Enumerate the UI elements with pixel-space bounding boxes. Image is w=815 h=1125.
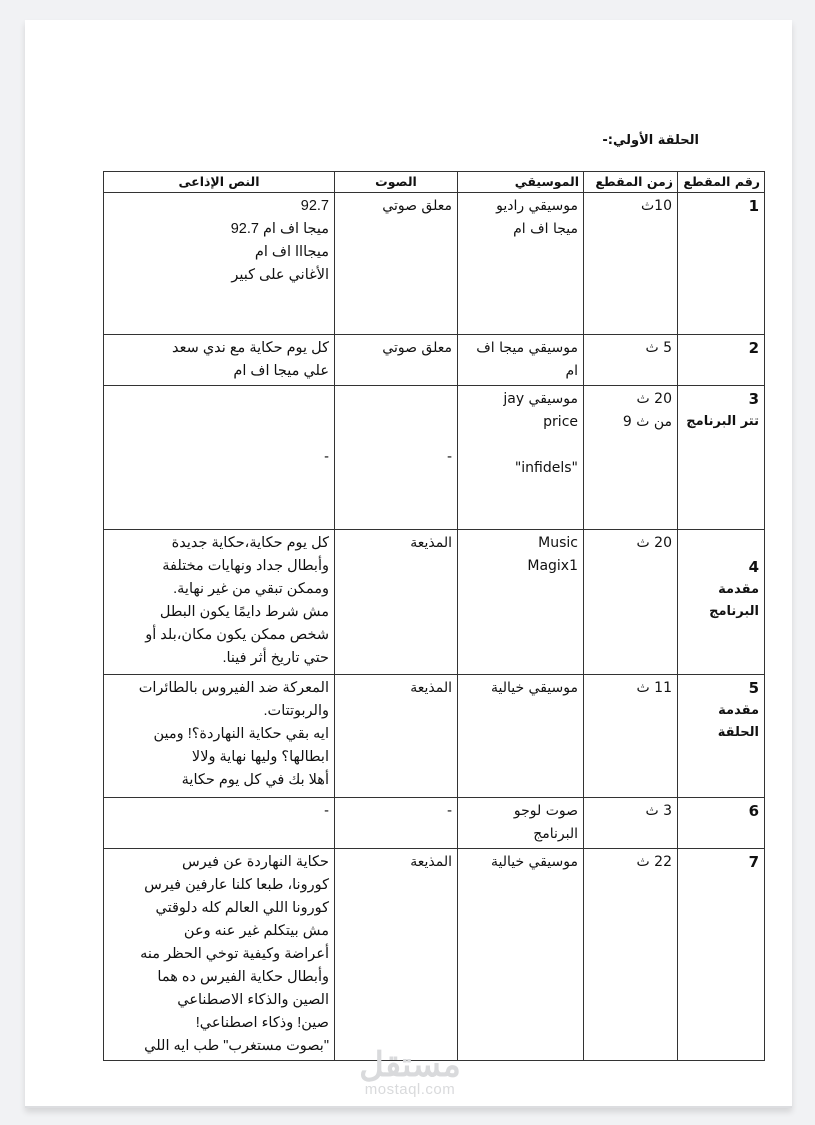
- table-row: [104, 675, 765, 798]
- voice-value: المذيعة: [410, 680, 452, 696]
- table-row: [104, 530, 765, 675]
- broadcast-text-line: كل يوم حكاية مع ندي سعد: [172, 340, 329, 356]
- segment-number: 4: [748, 558, 759, 576]
- broadcast-text-line: "بصوت مستغرب" طب ايه اللي: [144, 1038, 329, 1054]
- segment-number-cell: [678, 798, 765, 849]
- broadcast-text-line: وأبطال جداد ونهايات مختلفة: [162, 558, 329, 574]
- music-line: موسيقي خيالية: [490, 854, 578, 870]
- segment-time-line: من ث 9: [622, 414, 672, 430]
- broadcast-text-cell: [104, 386, 335, 530]
- header-broadcast-text: النص الإذاعى: [104, 172, 335, 193]
- segment-number: 3: [748, 390, 759, 408]
- segment-time-cell: [584, 530, 678, 675]
- music-line: Music: [538, 535, 578, 551]
- segment-number-cell: [678, 386, 765, 530]
- header-segment-time: زمن المقطع: [584, 172, 678, 193]
- segment-number-cell: [678, 849, 765, 1061]
- segment-label: مقدمة الحلقة: [717, 703, 759, 740]
- broadcast-text-line: الأغاني على كبير: [231, 267, 329, 283]
- broadcast-text-cell: [104, 335, 335, 386]
- broadcast-text-line: -: [324, 449, 329, 465]
- segment-time-line: 11 ث: [636, 680, 672, 696]
- segment-number-cell: [678, 530, 765, 675]
- segment-time-line: 22 ث: [636, 854, 672, 870]
- broadcast-text-line: ميجا اف ام 92.7: [230, 221, 329, 237]
- segment-time-cell: [584, 193, 678, 335]
- music-cell: [458, 386, 584, 530]
- music-line: ام: [565, 363, 578, 379]
- watermark-latin: mostaql.com: [364, 1081, 456, 1098]
- broadcast-text-line: وأبطال حكاية الفيرس ده هما: [157, 969, 329, 985]
- segment-number: 1: [748, 197, 759, 215]
- broadcast-text-line: ابطالها؟ وليها نهاية ولالا: [191, 749, 329, 765]
- music-line: صوت لوجو: [513, 803, 578, 819]
- broadcast-text-line: المعركة ضد الفيروس بالطائرات: [138, 680, 329, 696]
- broadcast-text-cell: [104, 530, 335, 675]
- segment-number-cell: [678, 193, 765, 335]
- broadcast-text-line: مش شرط دايمًا يكون البطل: [159, 604, 329, 620]
- table-header-row: [104, 172, 765, 193]
- segment-time-line: 20 ث: [636, 535, 672, 551]
- broadcast-text-line: كورونا، طبعا كلنا عارفين فيرس: [144, 877, 329, 893]
- music-line: "infidels": [514, 460, 578, 476]
- voice-value: المذيعة: [410, 854, 452, 870]
- script-table: [103, 171, 765, 1061]
- segment-number-cell: [678, 675, 765, 798]
- voice-cell: [335, 335, 458, 386]
- segment-number: 6: [748, 802, 759, 820]
- music-line: موسيقي خيالية: [490, 680, 578, 696]
- broadcast-text-line: أهلا بك في كل يوم حكاية: [181, 772, 329, 788]
- broadcast-text-line: -: [324, 803, 329, 819]
- segment-time-cell: [584, 386, 678, 530]
- music-cell: [458, 675, 584, 798]
- table-row: [104, 849, 765, 1061]
- music-line: Magix1: [527, 558, 578, 574]
- segment-number: 5: [748, 679, 759, 697]
- music-cell: [458, 193, 584, 335]
- segment-time-cell: [584, 335, 678, 386]
- watermark-logo: [335, 1048, 485, 1098]
- segment-number: 2: [748, 339, 759, 357]
- segment-time-line: 3 ث: [645, 803, 672, 819]
- broadcast-text-line: الصين والذكاء الاصطناعي: [177, 992, 329, 1008]
- segment-label: تتر البرنامج: [686, 414, 759, 429]
- header-segment-number: رقم المقطع: [678, 172, 765, 193]
- voice-cell: [335, 193, 458, 335]
- segment-time-line: 10ث: [640, 198, 672, 214]
- watermark-arabic: مستقل: [359, 1046, 461, 1084]
- broadcast-text-line: والربوتتات.: [263, 703, 329, 719]
- header-music: الموسيقي: [458, 172, 584, 193]
- segment-time-line: 20 ث: [636, 391, 672, 407]
- broadcast-text-line: كل يوم حكاية،حكاية جديدة: [171, 535, 329, 551]
- broadcast-text-line: كورونا اللي العالم كله دلوقتي: [155, 900, 329, 916]
- music-cell: [458, 849, 584, 1061]
- music-line: price: [543, 414, 578, 430]
- header-voice: الصوت: [335, 172, 458, 193]
- broadcast-text-line: مش بيتكلم غير عنه وعن: [183, 923, 329, 939]
- voice-cell: [335, 530, 458, 675]
- music-line: البرنامج: [533, 826, 578, 842]
- music-line: ميجا اف ام: [513, 221, 578, 237]
- voice-value: -: [446, 803, 452, 819]
- document-page: [25, 20, 792, 1108]
- voice-value: معلق صوتي: [382, 340, 452, 356]
- table-row: [104, 193, 765, 335]
- segment-label: مقدمة البرنامج: [709, 582, 759, 619]
- broadcast-text-line: حتي تاريخ أثر فينا.: [222, 650, 329, 666]
- episode-title: الحلقة الأولي:-: [602, 133, 699, 148]
- segment-number: 7: [748, 853, 759, 871]
- broadcast-text-line: صين! وذكاء اصطناعي!: [195, 1015, 329, 1031]
- voice-cell: [335, 675, 458, 798]
- segment-number-cell: [678, 335, 765, 386]
- voice-value: معلق صوتي: [382, 198, 452, 214]
- broadcast-text-line: وممكن تبقي من غير نهاية.: [173, 581, 329, 597]
- segment-time-cell: [584, 849, 678, 1061]
- broadcast-text-line: شخص ممكن يكون مكان،بلد أو: [145, 627, 329, 643]
- voice-cell: [335, 849, 458, 1061]
- broadcast-text-cell: [104, 675, 335, 798]
- voice-value: المذيعة: [410, 535, 452, 551]
- music-line: موسيقي ميجا اف: [476, 340, 578, 356]
- broadcast-text-cell: [104, 798, 335, 849]
- music-line: [463, 434, 578, 457]
- broadcast-text-line: علي ميجا اف ام: [233, 363, 329, 379]
- music-cell: [458, 530, 584, 675]
- broadcast-text-line: 92.7: [300, 198, 329, 214]
- segment-time-cell: [584, 675, 678, 798]
- segment-time-cell: [584, 798, 678, 849]
- music-line: موسيقي jay: [503, 391, 578, 407]
- broadcast-text-line: حكاية النهاردة عن فيرس: [182, 854, 329, 870]
- broadcast-text-line: أعراضة وكيفية توخي الحظر منه: [140, 946, 329, 962]
- music-cell: [458, 798, 584, 849]
- segment-time-line: 5 ث: [645, 340, 672, 356]
- music-line: موسيقي راديو: [496, 198, 578, 214]
- broadcast-text-cell: [104, 849, 335, 1061]
- broadcast-text-line: ايه بقي حكاية النهاردة؟! ومين: [153, 726, 329, 742]
- voice-cell: [335, 386, 458, 530]
- voice-value: -: [446, 449, 452, 465]
- table-row: [104, 386, 765, 530]
- broadcast-text-cell: [104, 193, 335, 335]
- music-cell: [458, 335, 584, 386]
- voice-cell: [335, 798, 458, 849]
- table-row: [104, 335, 765, 386]
- broadcast-text-line: ميجااا اف ام: [254, 244, 329, 260]
- table-row: [104, 798, 765, 849]
